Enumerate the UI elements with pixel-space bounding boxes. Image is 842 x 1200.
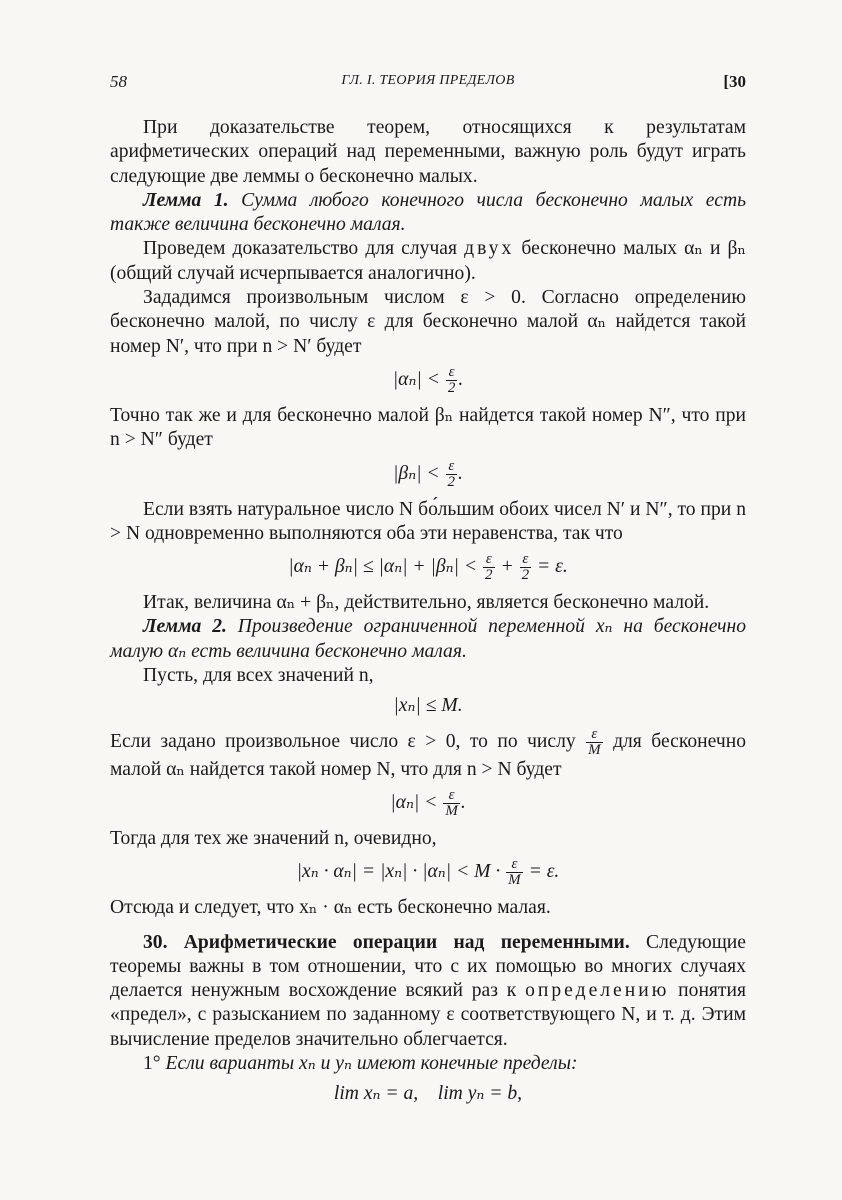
eps-m-text-a: Если задано произвольное число ε > 0, то по числу	[110, 730, 576, 752]
section-30-heading: 30. Арифметические операции над переменными.	[143, 931, 630, 953]
fraction-eps-m	[506, 857, 523, 888]
section-30-text-b: понятия «предел», с разысканием по заданному ε соответствующего N, и т. д. Этим вычисление пределов значительно облегчается.	[110, 980, 746, 1050]
proof-paragraph	[110, 237, 746, 286]
formula-2-lhs: |βₙ| <	[393, 462, 440, 484]
combine-paragraph: Если взять натуральное число N бо́льшим обоих чисел N′ и N″, то при n > N одновременно выполняются оба эти неравенства, так что	[110, 498, 746, 544]
proof-text-a: Проведем доказательство для случая	[143, 238, 458, 260]
intro-paragraph: При доказательстве теорем, относящихся к результатам арифметических операций над переменными, важную роль будут играть следующие две леммы о бесконечно малых.	[110, 117, 746, 187]
numerator: ε	[448, 457, 455, 474]
page-body	[110, 116, 746, 1115]
denominator: M	[588, 741, 601, 758]
fraction-eps-m	[443, 788, 460, 819]
proof-text-b: бесконечно малых αₙ и βₙ (общий случай исчерпывается аналогично).	[110, 238, 747, 284]
epsilon-paragraph: Зададимся произвольным числом ε > 0. Согласно определению бесконечно малой, по числу ε для бесконечно малой αₙ найдется такой номер N′, что при n > N′ будет	[110, 287, 746, 357]
lemma-1-title: Лемма 1.	[143, 189, 229, 211]
formula-3-end: = ε.	[537, 556, 568, 578]
spaced-word-definition: определению	[525, 980, 670, 1002]
denominator: M	[508, 872, 521, 889]
numerator: ε	[591, 725, 598, 742]
formula-1-dot: .	[458, 368, 464, 390]
formula-1-lhs: |αₙ| <	[392, 368, 440, 390]
formula-6-end: = ε.	[528, 861, 560, 883]
fraction-eps-2	[446, 365, 458, 396]
denominator: 2	[485, 567, 493, 584]
formula-5-dot: .	[460, 791, 466, 813]
hence-paragraph: Отсюда и следует, что xₙ · αₙ есть бесконечно малая.	[110, 897, 551, 919]
formula-7: lim xₙ = a, lim yₙ = b,	[333, 1083, 523, 1105]
fraction-eps-m	[586, 727, 603, 758]
theorem-1	[110, 1052, 746, 1076]
formula-1	[110, 365, 746, 396]
eps-m-paragraph	[110, 727, 746, 782]
formula-3-lhs: |αₙ + βₙ| ≤ |αₙ| + |βₙ| <	[288, 556, 478, 578]
numerator: ε	[522, 551, 529, 568]
denominator: 2	[447, 379, 456, 396]
section-number: [30	[723, 72, 746, 91]
fraction-eps-2	[483, 552, 495, 583]
denominator: 2	[521, 567, 530, 584]
fraction-eps-2	[520, 552, 532, 583]
spaced-word: двух	[464, 238, 515, 260]
lemma-1	[110, 189, 746, 238]
running-title: ГЛ. I. ТЕОРИЯ ПРЕДЕЛОВ	[341, 73, 515, 88]
formula-6-lhs: |xₙ · αₙ| = |xₙ| · |αₙ| < M ·	[296, 861, 501, 883]
formula-4: |xₙ| ≤ M.	[393, 695, 463, 717]
page-number: 58	[110, 72, 127, 91]
plus-sign: +	[500, 556, 514, 578]
numerator: ε	[448, 786, 455, 803]
numerator: ε	[511, 856, 518, 873]
formula-2-dot: .	[458, 462, 463, 484]
formula-2	[110, 459, 746, 490]
formula-5-lhs: |αₙ| <	[390, 791, 438, 813]
lemma-2-statement: Произведение ограниченной переменной xₙ на бесконечно малую αₙ есть величина бесконечно малая.	[110, 616, 746, 662]
numerator: ε	[485, 551, 492, 568]
theorem-1-number: 1°	[143, 1053, 161, 1075]
lemma-2	[110, 615, 746, 664]
theorem-1-text: Если варианты xₙ и yₙ имеют конечные пределы:	[165, 1053, 578, 1075]
formula-5	[110, 788, 746, 819]
page-header	[110, 72, 746, 94]
formula-3	[110, 552, 746, 583]
beta-paragraph: Точно так же и для бесконечно малой βₙ найдется такой номер N″, что при n > N″ будет	[110, 404, 746, 451]
denominator: M	[445, 802, 458, 819]
formula-6	[110, 857, 746, 888]
lemma-1-statement: Сумма любого конечного числа бесконечно малых есть также величина бесконечно малая.	[110, 189, 747, 236]
denominator: 2	[447, 473, 456, 490]
section-30-paragraph	[110, 931, 746, 1052]
bound-paragraph: Пусть, для всех значений n,	[143, 665, 374, 687]
section-30-text-a: Следующие теоремы важны в том отношении, что с их помощью во многих случаях делается ненужным восхождение всякий раз к	[110, 931, 746, 1002]
lemma-2-title: Лемма 2.	[143, 616, 227, 638]
numerator: ε	[448, 363, 455, 380]
then-paragraph: Тогда для тех же значений n, очевидно,	[110, 827, 437, 849]
fraction-eps-2	[446, 459, 458, 490]
conclusion-paragraph: Итак, величина αₙ + βₙ, действительно, является бесконечно малой.	[143, 592, 710, 614]
eps-m-text-b: для бесконечно малой αₙ найдется такой номер N, что для n > N будет	[110, 730, 746, 780]
